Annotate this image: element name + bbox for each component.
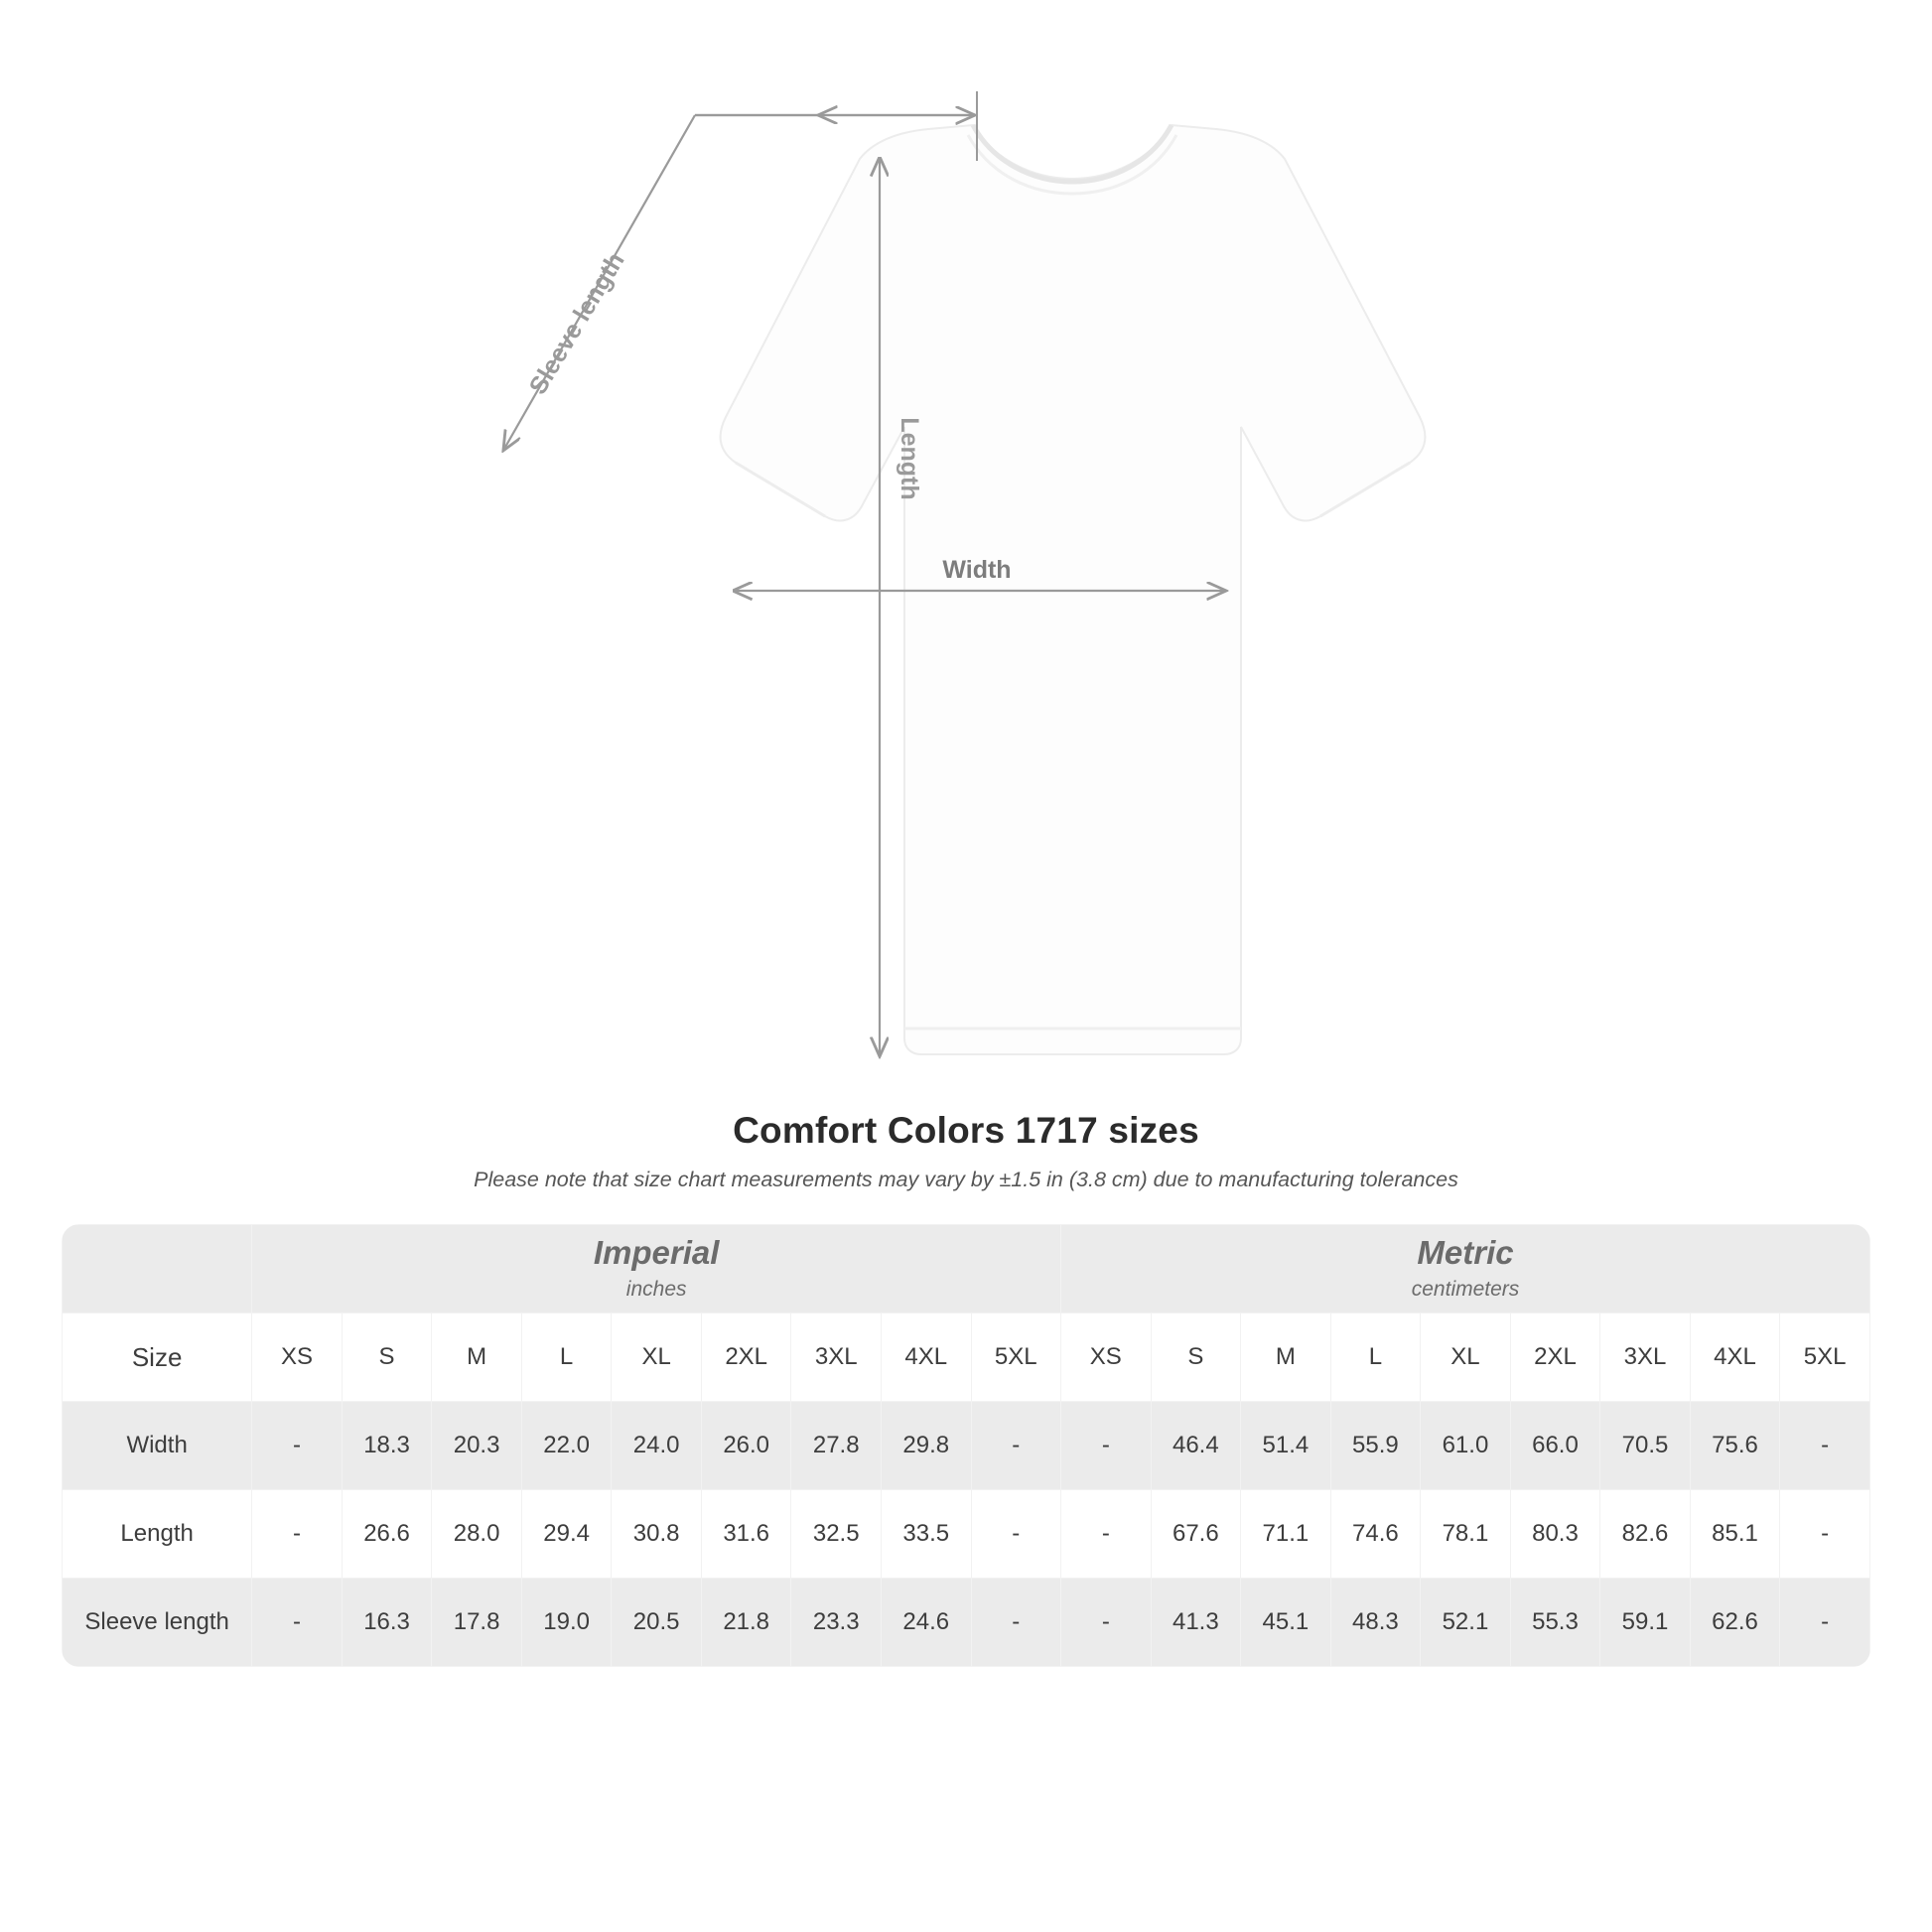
cell-sleeve-metric-m: 45.1 [1241,1579,1331,1667]
size-header-imperial-xs: XS [252,1313,343,1402]
cell-sleeve-metric-4xl: 62.6 [1690,1579,1780,1667]
size-header-imperial-4xl: 4XL [881,1313,971,1402]
cell-sleeve-metric-3xl: 59.1 [1600,1579,1691,1667]
cell-length-imperial-2xl: 31.6 [701,1490,791,1579]
unit-name-metric: Metric [1417,1233,1514,1271]
cell-width-imperial-s: 18.3 [342,1402,432,1490]
cell-sleeve-metric-xl: 52.1 [1421,1579,1511,1667]
size-header-row [63,1313,1870,1402]
cell-width-metric-xl: 61.0 [1421,1402,1511,1490]
size-table [62,1224,1870,1667]
cell-length-metric-xl: 78.1 [1421,1490,1511,1579]
table-row-width [63,1402,1870,1490]
size-table-wrap [62,1224,1870,1667]
cell-length-metric-l: 74.6 [1330,1490,1421,1579]
size-header-imperial-5xl: 5XL [971,1313,1061,1402]
size-header-imperial-s: S [342,1313,432,1402]
unit-header-row [63,1225,1870,1313]
cell-length-imperial-xl: 30.8 [612,1490,702,1579]
cell-length-metric-m: 71.1 [1241,1490,1331,1579]
cell-width-metric-3xl: 70.5 [1600,1402,1691,1490]
row-label-length: Length [63,1490,252,1579]
cell-length-imperial-4xl: 33.5 [881,1490,971,1579]
cell-width-imperial-5xl: - [971,1402,1061,1490]
cell-width-metric-m: 51.4 [1241,1402,1331,1490]
cell-sleeve-imperial-s: 16.3 [342,1579,432,1667]
tolerance-note: Please note that size chart measurements may vary by ±1.5 in (3.8 cm) due to manufacturing tolerances [474,1168,1458,1191]
row-label-sleeve-length: Sleeve length [63,1579,252,1667]
size-header-imperial-l: L [521,1313,612,1402]
cell-width-imperial-xs: - [252,1402,343,1490]
length-label: Length [896,417,923,500]
cell-width-metric-5xl: - [1780,1402,1870,1490]
cell-width-metric-s: 46.4 [1151,1402,1241,1490]
unit-name-imperial: Imperial [593,1233,720,1271]
cell-width-metric-l: 55.9 [1330,1402,1421,1490]
size-header-metric-5xl: 5XL [1780,1313,1870,1402]
cell-length-metric-2xl: 80.3 [1510,1490,1600,1579]
cell-length-metric-3xl: 82.6 [1600,1490,1691,1579]
cell-width-imperial-3xl: 27.8 [791,1402,882,1490]
cell-length-metric-5xl: - [1780,1490,1870,1579]
size-header-imperial-3xl: 3XL [791,1313,882,1402]
cell-length-imperial-3xl: 32.5 [791,1490,882,1579]
cell-sleeve-imperial-m: 17.8 [432,1579,522,1667]
cell-length-metric-4xl: 85.1 [1690,1490,1780,1579]
cell-sleeve-imperial-3xl: 23.3 [791,1579,882,1667]
cell-sleeve-imperial-l: 19.0 [521,1579,612,1667]
cell-width-imperial-l: 22.0 [521,1402,612,1490]
cell-length-imperial-l: 29.4 [521,1490,612,1579]
cell-length-imperial-m: 28.0 [432,1490,522,1579]
width-label: Width [942,556,1012,584]
cell-width-imperial-xl: 24.0 [612,1402,702,1490]
sleeve-length-label: Sleeve length [523,247,630,400]
cell-width-imperial-2xl: 26.0 [701,1402,791,1490]
size-header-metric-2xl: 2XL [1510,1313,1600,1402]
unit-header-imperial [252,1225,1061,1313]
cell-length-imperial-s: 26.6 [342,1490,432,1579]
table-row-length [63,1490,1870,1579]
unit-sub-imperial: inches [625,1277,687,1301]
cell-sleeve-imperial-2xl: 21.8 [701,1579,791,1667]
cell-width-metric-4xl: 75.6 [1690,1402,1780,1490]
size-header-metric-s: S [1151,1313,1241,1402]
cell-sleeve-metric-l: 48.3 [1330,1579,1421,1667]
cell-sleeve-imperial-5xl: - [971,1579,1061,1667]
cell-length-imperial-xs: - [252,1490,343,1579]
page-title: Comfort Colors 1717 sizes [733,1110,1199,1151]
size-header-imperial-m: M [432,1313,522,1402]
table-row-sleeve-length [63,1579,1870,1667]
unit-header-spacer [63,1225,252,1313]
unit-header-metric [1061,1225,1870,1313]
size-label-cell: Size [63,1313,252,1402]
size-header-metric-m: M [1241,1313,1331,1402]
cell-length-metric-xs: - [1061,1490,1152,1579]
cell-length-imperial-5xl: - [971,1490,1061,1579]
cell-sleeve-metric-s: 41.3 [1151,1579,1241,1667]
size-header-metric-xl: XL [1421,1313,1511,1402]
cell-sleeve-metric-5xl: - [1780,1579,1870,1667]
cell-width-imperial-4xl: 29.8 [881,1402,971,1490]
unit-sub-metric: centimeters [1411,1277,1520,1301]
cell-sleeve-metric-xs: - [1061,1579,1152,1667]
cell-length-metric-s: 67.6 [1151,1490,1241,1579]
size-header-metric-l: L [1330,1313,1421,1402]
cell-width-metric-xs: - [1061,1402,1152,1490]
size-header-imperial-xl: XL [612,1313,702,1402]
cell-width-imperial-m: 20.3 [432,1402,522,1490]
cell-sleeve-imperial-xs: - [252,1579,343,1667]
cell-sleeve-imperial-4xl: 24.6 [881,1579,971,1667]
size-header-metric-xs: XS [1061,1313,1152,1402]
cell-sleeve-metric-2xl: 55.3 [1510,1579,1600,1667]
size-header-metric-3xl: 3XL [1600,1313,1691,1402]
title-block [0,1110,1932,1192]
cell-sleeve-imperial-xl: 20.5 [612,1579,702,1667]
cell-width-metric-2xl: 66.0 [1510,1402,1600,1490]
size-header-metric-4xl: 4XL [1690,1313,1780,1402]
row-label-width: Width [63,1402,252,1490]
size-header-imperial-2xl: 2XL [701,1313,791,1402]
